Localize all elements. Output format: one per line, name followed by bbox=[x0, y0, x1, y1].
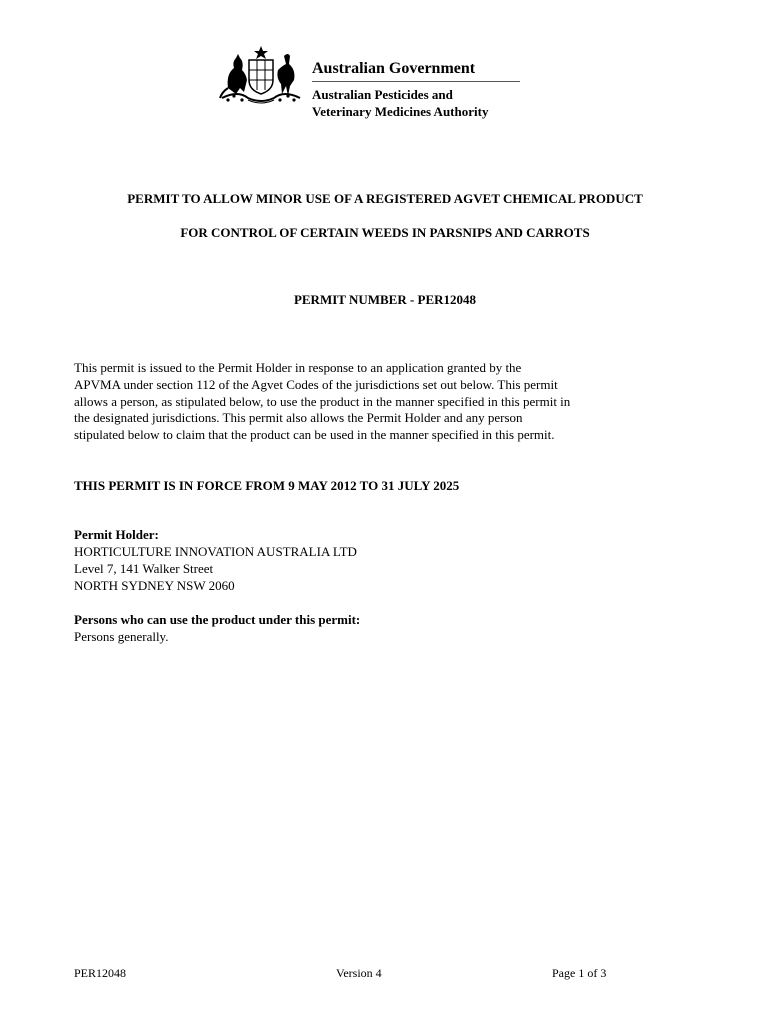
government-name: Australian Government bbox=[312, 60, 476, 77]
intro-line: This permit is issued to the Permit Holder in response to an application granted by the bbox=[74, 360, 522, 375]
footer-permit-id: PER12048 bbox=[74, 966, 127, 980]
intro-line: allows a person, as stipulated below, to use the product in the manner specified in this permit in bbox=[74, 393, 571, 409]
permit-holder-name: HORTICULTURE INNOVATION AUSTRALIA LTD bbox=[74, 544, 357, 559]
header-divider bbox=[312, 81, 520, 82]
intro-line: the designated jurisdictions. This permit also allows the Permit Holder and any person bbox=[74, 410, 523, 426]
coat-of-arms-icon bbox=[218, 44, 304, 106]
intro-line: APVMA under section 112 of the Agvet Codes of the jurisdictions set out below. This permit bbox=[74, 376, 558, 392]
permit-holder-address-line2: NORTH SYDNEY NSW 2060 bbox=[74, 578, 235, 593]
in-force-statement: THIS PERMIT IS IN FORCE FROM 9 MAY 2012 TO 31 JULY 2025 bbox=[74, 478, 460, 493]
permit-holder-label: Permit Holder: bbox=[74, 527, 159, 542]
document-title-line2: FOR CONTROL OF CERTAIN WEEDS IN PARSNIPS AND CARROTS bbox=[180, 225, 590, 240]
agency-name bbox=[312, 86, 488, 120]
persons-value: Persons generally. bbox=[74, 629, 169, 644]
footer-page-number: Page 1 of 3 bbox=[552, 966, 607, 980]
footer-version: Version 4 bbox=[336, 966, 382, 980]
agency-name-line2: Veterinary Medicines Authority bbox=[312, 104, 489, 119]
intro-paragraph bbox=[74, 360, 684, 444]
permit-holder-address-line1: Level 7, 141 Walker Street bbox=[74, 561, 214, 576]
document-title-line1: PERMIT TO ALLOW MINOR USE OF A REGISTERED AGVET CHEMICAL PRODUCT bbox=[127, 191, 643, 206]
permit-number: PERMIT NUMBER - PER12048 bbox=[293, 292, 477, 307]
intro-line: stipulated below to claim that the product can be used in the manner specified in this permit. bbox=[74, 427, 555, 443]
persons-label: Persons who can use the product under this permit: bbox=[74, 612, 361, 627]
agency-name-line1: Australian Pesticides and bbox=[312, 87, 453, 102]
